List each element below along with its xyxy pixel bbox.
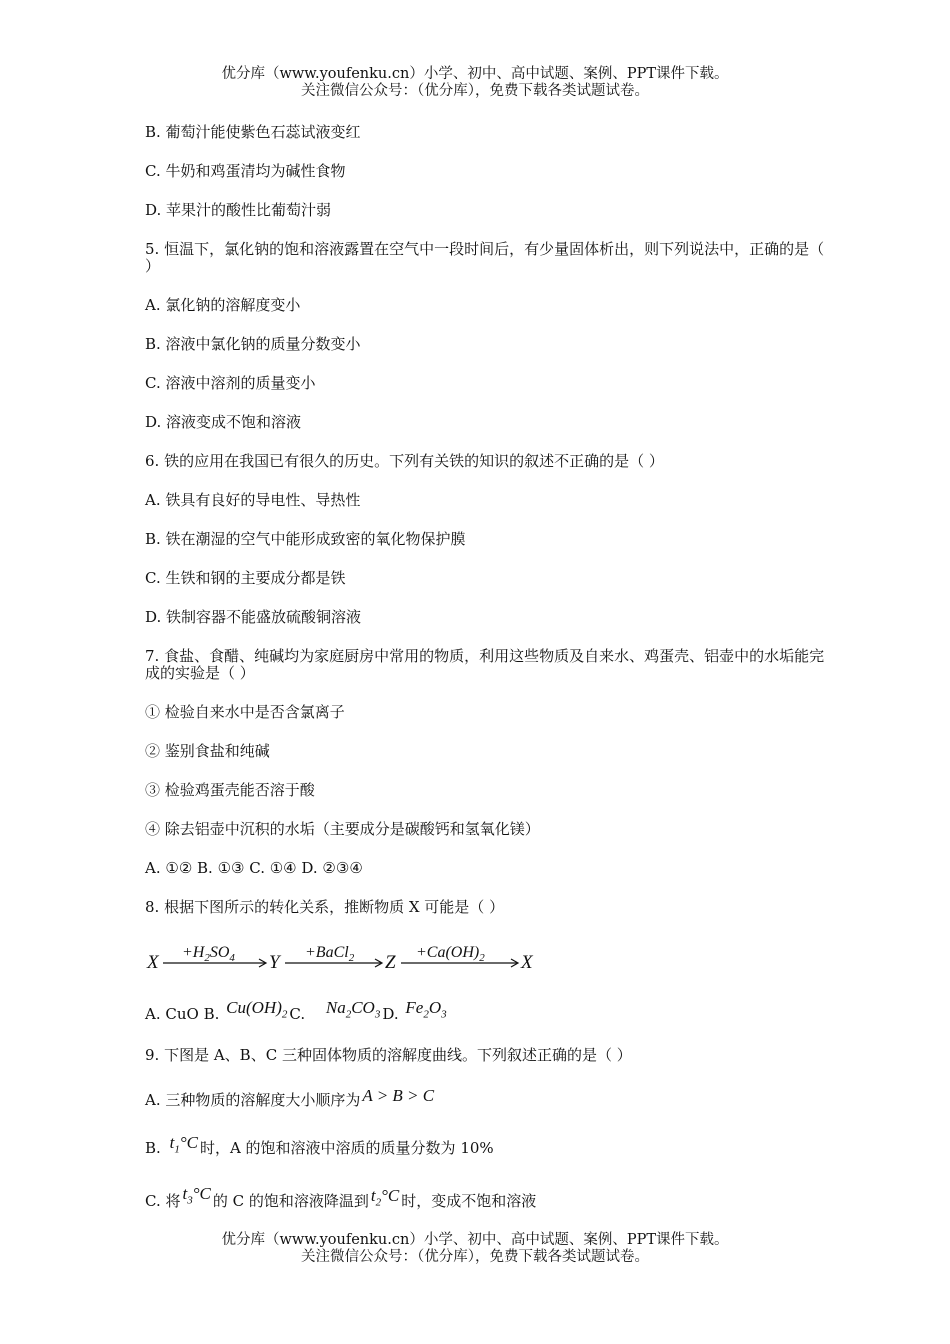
q5-option-a: A. 氯化钠的溶解度变小 — [145, 296, 301, 314]
q9-option-a-formula: A > B > C — [362, 1086, 435, 1105]
q5-option-c: C. 溶液中溶剂的质量变小 — [145, 374, 316, 392]
scheme-y: Y — [269, 952, 280, 973]
q6-option-d: D. 铁制容器不能盛放硫酸铜溶液 — [145, 608, 362, 626]
q9-option-c — [145, 1184, 825, 1221]
svg-text:+BaCl2 — [305, 944, 355, 964]
formula-sub: 2 — [345, 1008, 352, 1021]
q8-option-d-formula — [405, 995, 446, 1027]
q8-option-c-formula — [326, 995, 380, 1027]
formula-text: Cu(OH) — [226, 998, 282, 1017]
formula-text: Na — [325, 998, 346, 1017]
q8-option-d-label: D. — [382, 1005, 399, 1023]
q5-option-b: B. 溶液中氯化钠的质量分数变小 — [145, 335, 361, 353]
q5-stem: 5. 恒温下，氯化钠的饱和溶液露置在空气中一段时间后，有少量固体析出，则下列说法中，正确的是（ ） — [145, 240, 825, 275]
q9-option-b-text: 时，A 的饱和溶液中溶质的质量分数为 10% — [199, 1139, 494, 1157]
q9-stem: 9. 下图是 A、B、C 三种固体物质的溶解度曲线。下列叙述正确的是（ ） — [145, 1046, 632, 1064]
q8-options — [145, 998, 825, 1035]
q9-option-c-temp-2 — [371, 1184, 399, 1214]
q9-option-c-temp-1 — [182, 1182, 210, 1212]
q4-option-b: B. 葡萄汁能使紫色石蕊试液变红 — [145, 123, 361, 141]
q6-option-a: A. 铁具有良好的导电性、导热性 — [145, 491, 361, 509]
q9-option-c-label: C. 将 — [145, 1192, 181, 1210]
q8-reaction-scheme — [145, 942, 545, 978]
q7-item-2: ② 鉴别食盐和纯碱 — [145, 742, 270, 760]
formula-sub: 3 — [374, 1008, 381, 1021]
page-header — [0, 66, 950, 100]
q7-item-4: ④ 除去铝壶中沉积的水垢（主要成分是碳酸钙和氢氧化镁） — [145, 820, 540, 838]
q6-option-c: C. 生铁和钢的主要成分都是铁 — [145, 569, 346, 587]
formula-text: CO — [351, 998, 375, 1017]
reagent-3-caoh: +Ca(OH) — [416, 944, 480, 961]
q9-option-b-label: B. — [145, 1139, 161, 1157]
header-line-2: 关注微信公众号：（优分库），免费下载各类试题试卷。 — [301, 83, 649, 99]
temp-sub: 3 — [187, 1194, 193, 1207]
q5-option-d: D. 溶液变成不饱和溶液 — [145, 413, 302, 431]
reagent-2-bacl: +BaCl — [305, 944, 349, 961]
q8-option-a: A. CuO B. — [145, 1005, 220, 1023]
reagent-1-h: +H — [182, 944, 205, 961]
formula-sub: 2 — [281, 1008, 288, 1021]
temp-symbol: t — [182, 1184, 188, 1203]
q7-options: A. ①② B. ①③ C. ①④ D. ②③④ — [145, 859, 363, 877]
reagent-3-sub-2: 2 — [479, 952, 485, 964]
q8-stem: 8. 根据下图所示的转化关系，推断物质 X 可能是（ ） — [145, 898, 505, 916]
svg-text:+H2SO4 — [182, 944, 235, 964]
reagent-2-sub-2: 2 — [348, 952, 355, 964]
temp-unit: °C — [192, 1184, 211, 1203]
q4-option-c: C. 牛奶和鸡蛋清均为碱性食物 — [145, 162, 346, 180]
page-footer — [0, 1232, 950, 1266]
formula-text: O — [428, 998, 442, 1017]
q9-option-a-text: A. 三种物质的溶解度大小顺序为 — [145, 1091, 361, 1109]
q9-option-b-temperature — [170, 1131, 198, 1161]
formula-sub: 2 — [423, 1008, 429, 1021]
temp-unit: °C — [381, 1186, 400, 1205]
reagent-1-sub-4: 4 — [229, 952, 235, 964]
temp-unit: °C — [179, 1133, 198, 1152]
temp-sub: 2 — [375, 1196, 382, 1209]
svg-text:+Ca(OH)2 — [416, 944, 485, 964]
q8-option-b-formula — [226, 995, 287, 1027]
q9-option-c-end: 时，变成不饱和溶液 — [401, 1192, 537, 1210]
q9-option-a — [145, 1088, 825, 1114]
reagent-1-sub-2: 2 — [204, 952, 210, 964]
footer-line-1: 优分库（www.youfenku.cn）小学、初中、高中试题、案例、PPT课件下载。 — [221, 1232, 729, 1248]
q9-option-b — [145, 1133, 825, 1168]
q9-option-c-mid: 的 C 的饱和溶液降温到 — [212, 1192, 369, 1210]
q7-stem: 7. 食盐、食醋、纯碱均为家庭厨房中常用的物质，利用这些物质及自来水、鸡蛋壳、铝壶中的水垢能完成的实验是（ ） — [145, 647, 825, 682]
scheme-z: Z — [385, 952, 396, 973]
footer-line-2: 关注微信公众号：（优分库），免费下载各类试题试卷。 — [301, 1249, 649, 1265]
q8-option-c-label: C. — [289, 1005, 306, 1023]
q6-stem: 6. 铁的应用在我国已有很久的历史。下列有关铁的知识的叙述不正确的是（ ） — [145, 452, 664, 470]
formula-sub: 3 — [441, 1008, 447, 1021]
scheme-x-start: X — [147, 952, 159, 973]
reagent-1-so: SO — [209, 944, 230, 961]
temp-symbol: t — [169, 1133, 175, 1152]
temp-symbol: t — [370, 1186, 376, 1205]
q7-item-1: ① 检验自来水中是否含氯离子 — [145, 703, 345, 721]
q6-option-b: B. 铁在潮湿的空气中能形成致密的氧化物保护膜 — [145, 530, 466, 548]
scheme-x-end: X — [521, 952, 533, 973]
q7-item-3: ③ 检验鸡蛋壳能否溶于酸 — [145, 781, 315, 799]
header-line-1: 优分库（www.youfenku.cn）小学、初中、高中试题、案例、PPT课件下载。 — [221, 66, 729, 82]
q4-option-d: D. 苹果汁的酸性比葡萄汁弱 — [145, 201, 332, 219]
temp-sub: 1 — [174, 1143, 180, 1156]
formula-text: Fe — [405, 998, 424, 1017]
